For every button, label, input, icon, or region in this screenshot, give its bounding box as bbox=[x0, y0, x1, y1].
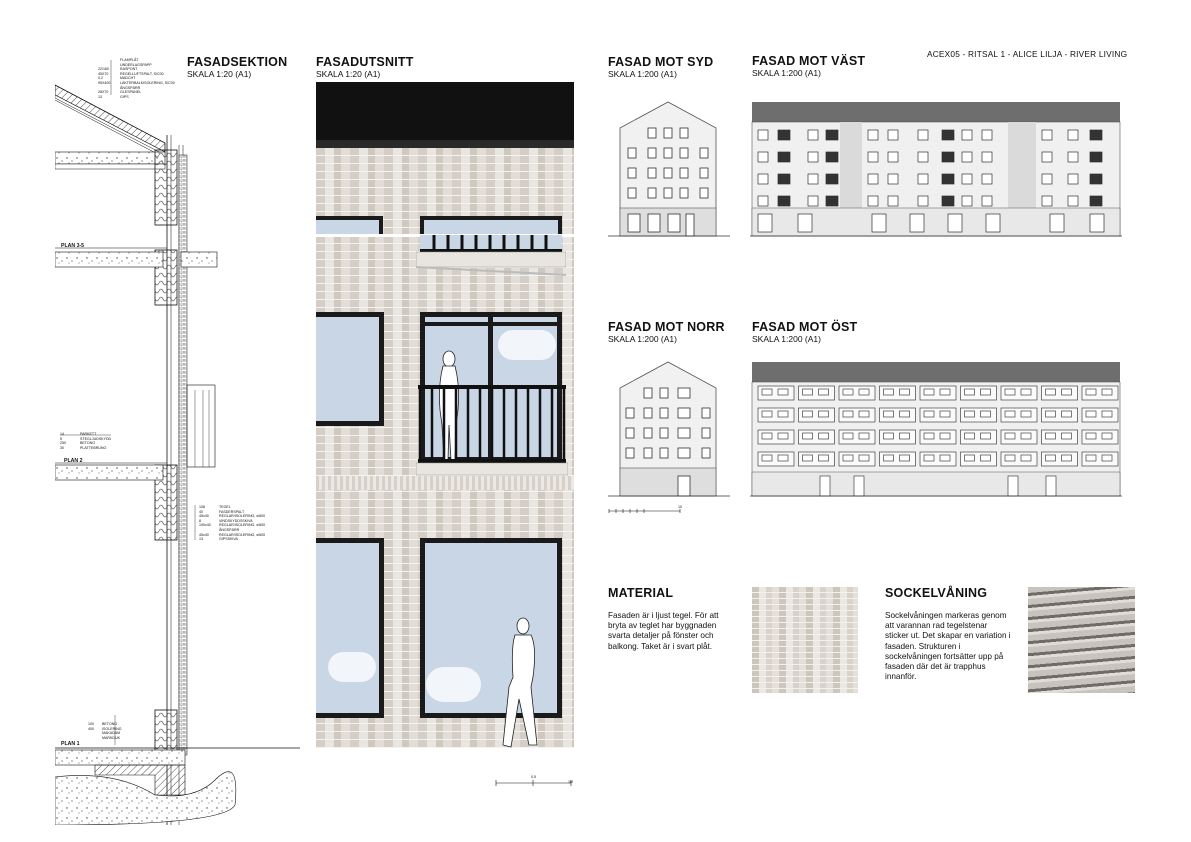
window bbox=[962, 152, 972, 162]
plan-label-3-5: PLAN 3-5 bbox=[61, 243, 85, 249]
balcony-window bbox=[778, 174, 790, 184]
balcony-window bbox=[942, 130, 954, 140]
wall-note: REGLAR/ISOLERING, s/600 bbox=[219, 514, 266, 519]
balcony-window bbox=[1102, 389, 1112, 395]
foundation-note: 100 bbox=[88, 722, 94, 726]
window bbox=[918, 196, 928, 206]
balcony-window bbox=[819, 455, 829, 461]
elevation-norr-scale: SKALA 1:200 (A1) bbox=[608, 334, 677, 344]
window bbox=[888, 174, 898, 184]
balcony-window bbox=[1102, 433, 1112, 439]
window bbox=[808, 130, 818, 140]
window bbox=[808, 196, 818, 206]
balcony-window bbox=[1090, 174, 1102, 184]
elevation-vast-title: FASAD MOT VÄST bbox=[752, 54, 866, 68]
wall-note: VINDSKYDDSSKIVA bbox=[219, 518, 253, 523]
balcony-window bbox=[1090, 130, 1102, 140]
balcony-window bbox=[981, 411, 991, 417]
balcony-window bbox=[819, 433, 829, 439]
ground-window bbox=[1090, 214, 1104, 232]
floor-note: 250 bbox=[60, 441, 66, 446]
floor-note: 14 bbox=[60, 432, 64, 436]
balcony-window bbox=[859, 455, 869, 461]
window bbox=[808, 174, 818, 184]
balcony-window bbox=[900, 433, 910, 439]
window bbox=[918, 174, 928, 184]
balcony-window bbox=[1102, 455, 1112, 461]
ground-door bbox=[1046, 476, 1056, 496]
window bbox=[868, 152, 878, 162]
balcony-window bbox=[859, 389, 869, 395]
door-transom bbox=[420, 322, 562, 326]
roof-note: 28X70 bbox=[98, 90, 109, 95]
balcony-window bbox=[859, 411, 869, 417]
balcony-window bbox=[900, 411, 910, 417]
floor-note: PLATTEBRUNO bbox=[80, 445, 107, 450]
person-silhouette-man bbox=[501, 617, 547, 748]
balcony-window bbox=[843, 411, 853, 417]
balcony-window bbox=[1046, 411, 1056, 417]
elevation-norr-drawing bbox=[608, 360, 730, 500]
material-text: Fasaden är i ljust tegel. För att bryta av teglet har byggnaden svarta detaljer på fönster och balkong. Taket är i svart plåt. bbox=[608, 611, 719, 651]
balcony-window bbox=[1062, 433, 1072, 439]
elevation-vast-scale: SKALA 1:200 (A1) bbox=[752, 68, 821, 78]
window bbox=[982, 174, 992, 184]
balcony-window bbox=[942, 174, 954, 184]
ground-window bbox=[798, 214, 812, 232]
foundation-notes bbox=[88, 722, 148, 740]
elevation-syd-scale: SKALA 1:200 (A1) bbox=[608, 69, 677, 79]
balcony-window bbox=[1005, 411, 1015, 417]
roof-note: LÄKTERBALKISOLERING, S/C00 bbox=[120, 80, 175, 85]
ground-window bbox=[1050, 214, 1064, 232]
balcony-window bbox=[1021, 455, 1031, 461]
material-swatch bbox=[752, 587, 858, 693]
roof-note: RASPONT bbox=[120, 67, 138, 72]
balcony-window bbox=[965, 433, 975, 439]
roof-note: GLESPANEL bbox=[120, 90, 142, 95]
balcony-window bbox=[1062, 411, 1072, 417]
balcony-window bbox=[965, 455, 975, 461]
balcony-window bbox=[1005, 455, 1015, 461]
balcony-window bbox=[778, 389, 788, 395]
floor-note: PARKETT bbox=[80, 432, 97, 436]
balcony-window bbox=[924, 455, 934, 461]
scalebar-small-end: 10 bbox=[678, 505, 682, 509]
ground-window bbox=[758, 214, 772, 232]
wall-note: 8 bbox=[199, 518, 201, 523]
elevation-ost-scale: SKALA 1:200 (A1) bbox=[752, 334, 821, 344]
window bbox=[1042, 174, 1052, 184]
window bbox=[808, 152, 818, 162]
window bbox=[982, 196, 992, 206]
balcony-window bbox=[1062, 455, 1072, 461]
balcony-window bbox=[826, 174, 838, 184]
balcony-window bbox=[778, 455, 788, 461]
window bbox=[1042, 130, 1052, 140]
window bbox=[918, 130, 928, 140]
window bbox=[868, 196, 878, 206]
balcony-window bbox=[1062, 389, 1072, 395]
balcony-window bbox=[942, 152, 954, 162]
balcony-window bbox=[924, 389, 934, 395]
floor-note: 5 bbox=[60, 436, 62, 441]
balcony-window bbox=[900, 389, 910, 395]
window bbox=[758, 196, 768, 206]
window bbox=[1068, 152, 1078, 162]
balcony-window bbox=[762, 389, 772, 395]
material-title: MATERIAL bbox=[608, 586, 674, 600]
window-top-right bbox=[420, 216, 562, 234]
balcony-window bbox=[942, 196, 954, 206]
window bbox=[962, 174, 972, 184]
cloud bbox=[328, 652, 376, 682]
window bbox=[1068, 174, 1078, 184]
balcony-window bbox=[1046, 433, 1056, 439]
balcony-window bbox=[1086, 455, 1096, 461]
ground-window bbox=[872, 214, 886, 232]
balcony-window bbox=[884, 389, 894, 395]
window bbox=[888, 130, 898, 140]
balcony-window bbox=[940, 455, 950, 461]
balcony-window bbox=[884, 433, 894, 439]
ground-window bbox=[948, 214, 962, 232]
balcony-window bbox=[1086, 411, 1096, 417]
balcony-window bbox=[940, 433, 950, 439]
balcony-window bbox=[826, 196, 838, 206]
balcony-window bbox=[778, 152, 790, 162]
window bbox=[962, 196, 972, 206]
window bbox=[888, 196, 898, 206]
roof-note: 22/160 bbox=[98, 67, 109, 72]
balcony-window bbox=[819, 389, 829, 395]
balcony-window bbox=[843, 455, 853, 461]
ground-door bbox=[854, 476, 864, 496]
balcony-window bbox=[940, 389, 950, 395]
balcony-window bbox=[859, 433, 869, 439]
roof-note: ÅNGSPÄRR bbox=[120, 85, 141, 90]
plan-label-2: PLAN 2 bbox=[64, 458, 83, 464]
sockel-title: SOCKELVÅNING bbox=[885, 586, 988, 600]
wall-note: 108 bbox=[199, 505, 205, 509]
window bbox=[1068, 196, 1078, 206]
roof-note: FLAMPLÅT bbox=[120, 58, 139, 62]
cloud bbox=[498, 330, 556, 360]
foundation-note: MAKADAM bbox=[102, 731, 121, 736]
facade-cut-scale: SKALA 1:20 (A1) bbox=[316, 69, 381, 79]
balcony-window bbox=[1090, 196, 1102, 206]
floor-note: BETONG bbox=[80, 441, 96, 446]
balcony-window bbox=[1046, 389, 1056, 395]
ground-door bbox=[820, 476, 830, 496]
balcony-window bbox=[843, 433, 853, 439]
sockel-text: Sockelvåningen markeras genom att varannan rad tegelstenar sticker ut. Det skapar en variation i fasaden. Strukturen i sockelvåningen fortsätter upp på fasaden där det är trapphus innanför. bbox=[885, 611, 1011, 682]
window-bottom-left bbox=[316, 538, 384, 718]
soldier-course bbox=[316, 476, 574, 490]
wall-note: 13 bbox=[199, 537, 203, 542]
elevation-syd-title: FASAD MOT SYD bbox=[608, 55, 714, 69]
plan-label-1: PLAN 1 bbox=[61, 741, 80, 747]
top-balcony bbox=[416, 235, 566, 280]
balcony-window bbox=[981, 433, 991, 439]
window bbox=[868, 174, 878, 184]
balcony-window bbox=[843, 389, 853, 395]
roof-note: MADCHT bbox=[120, 76, 136, 81]
balcony-window bbox=[762, 455, 772, 461]
scalebar-large-mid: 0,5 bbox=[531, 775, 536, 779]
window bbox=[1042, 196, 1052, 206]
middle-balcony bbox=[416, 385, 568, 480]
wall-notes bbox=[199, 505, 279, 542]
window bbox=[982, 152, 992, 162]
wall-note: GIPSSKIVA bbox=[219, 537, 238, 542]
balcony-window bbox=[778, 411, 788, 417]
wall-note: 45x40 bbox=[199, 514, 209, 519]
elevation-ost-drawing bbox=[750, 360, 1122, 500]
wall-note: REGLAR/ISOLERING, s/600 bbox=[219, 532, 266, 537]
balcony-window bbox=[803, 411, 813, 417]
ground-window bbox=[910, 214, 924, 232]
floor-notes bbox=[60, 432, 120, 450]
balcony-window bbox=[1005, 389, 1015, 395]
balcony-window bbox=[1046, 455, 1056, 461]
wall-note: FASDERSPALT bbox=[219, 509, 245, 514]
balcony-window bbox=[826, 152, 838, 162]
balcony-window bbox=[924, 433, 934, 439]
window bbox=[982, 130, 992, 140]
roof-note: 13 bbox=[98, 94, 102, 99]
balcony-window bbox=[1021, 411, 1031, 417]
wall-note: ÅNGSPÄRR bbox=[219, 527, 240, 532]
window bbox=[962, 130, 972, 140]
floor-note: 30 bbox=[60, 445, 64, 450]
window-top-left bbox=[316, 216, 383, 234]
window-mid-left bbox=[316, 312, 384, 426]
header-info: ACEX05 - RITSAL 1 - ALICE LILJA - RIVER LIVING bbox=[927, 49, 1128, 59]
balcony-window bbox=[778, 196, 790, 206]
ground-door bbox=[1008, 476, 1018, 496]
wall-note: TEGEL bbox=[219, 505, 231, 509]
wall-note: 45x40 bbox=[199, 532, 209, 537]
balcony-window bbox=[778, 433, 788, 439]
balcony-window bbox=[900, 455, 910, 461]
scalebar-large-end: 1M bbox=[568, 780, 573, 784]
balcony-window bbox=[965, 411, 975, 417]
wall-note: 190x40 bbox=[199, 523, 211, 528]
scalebar-small bbox=[608, 506, 688, 516]
balcony-window bbox=[803, 455, 813, 461]
balcony-window bbox=[1021, 433, 1031, 439]
roof-note: 0,2 bbox=[98, 76, 103, 81]
balcony-window bbox=[778, 130, 790, 140]
elevation-norr-title: FASAD MOT NORR bbox=[608, 320, 725, 334]
balcony-window bbox=[940, 411, 950, 417]
roof-band bbox=[316, 82, 574, 148]
balcony-window bbox=[1086, 433, 1096, 439]
balcony-window bbox=[762, 411, 772, 417]
balcony-window bbox=[1090, 152, 1102, 162]
balcony-window bbox=[884, 411, 894, 417]
balcony-window bbox=[762, 433, 772, 439]
floor-note: STEGLJUDSKYDD bbox=[80, 436, 112, 441]
window bbox=[758, 130, 768, 140]
balcony-window bbox=[1102, 411, 1112, 417]
balcony-window bbox=[803, 433, 813, 439]
balcony-window bbox=[1086, 389, 1096, 395]
foundation-note: MARKDUK bbox=[102, 735, 120, 740]
facade-cut-title: FASADUTSNITT bbox=[316, 55, 414, 69]
sockel-photo bbox=[1028, 587, 1135, 693]
ground-window bbox=[986, 214, 1000, 232]
balcony-window bbox=[924, 411, 934, 417]
facade-cut-drawing bbox=[316, 82, 574, 748]
balcony-window bbox=[819, 411, 829, 417]
section-scale: SKALA 1:20 (A1) bbox=[187, 69, 252, 79]
wall-note: 40 bbox=[199, 509, 203, 514]
roof-note: UNDERLAGSPAPP bbox=[120, 62, 152, 67]
roof-note: 45X70 bbox=[98, 71, 109, 76]
window bbox=[1042, 152, 1052, 162]
cloud bbox=[426, 667, 481, 702]
roof-note: GIPS bbox=[120, 94, 129, 99]
window bbox=[758, 174, 768, 184]
roof-note: REGELLUFTSPALT, S/C00 bbox=[120, 71, 164, 76]
wall-note: REGLAR/ISOLERING, s/600 bbox=[219, 523, 266, 528]
roof-note: 95X400 bbox=[98, 80, 111, 85]
foundation-note: ISOLERING bbox=[102, 726, 122, 731]
window bbox=[918, 152, 928, 162]
section-title: FASADSEKTION bbox=[187, 55, 288, 69]
window bbox=[1068, 130, 1078, 140]
roof-edge bbox=[316, 140, 574, 148]
elevation-vast-drawing bbox=[750, 100, 1122, 240]
balcony-window bbox=[981, 389, 991, 395]
window bbox=[758, 152, 768, 162]
balcony-window bbox=[1005, 433, 1015, 439]
window bbox=[888, 152, 898, 162]
balcony-window bbox=[803, 389, 813, 395]
window bbox=[868, 130, 878, 140]
foundation-note: BETONG bbox=[102, 722, 118, 726]
balcony-window bbox=[1021, 389, 1031, 395]
balcony-window bbox=[826, 130, 838, 140]
balcony-window bbox=[965, 389, 975, 395]
elevation-syd-drawing bbox=[608, 100, 730, 240]
elevation-ost-title: FASAD MOT ÖST bbox=[752, 320, 858, 334]
roof-notes bbox=[98, 58, 178, 99]
balcony-window bbox=[981, 455, 991, 461]
balcony-window bbox=[884, 455, 894, 461]
foundation-note: 400 bbox=[88, 726, 94, 731]
